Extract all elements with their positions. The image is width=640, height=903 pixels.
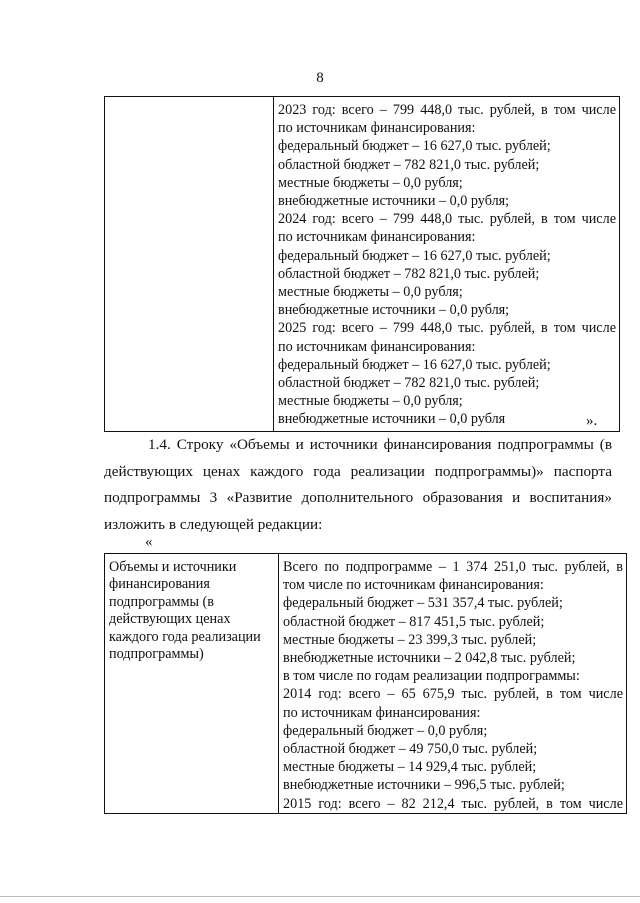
table1-line: областной бюджет – 782 821,0 тыс. рублей; <box>278 265 540 282</box>
table2-line: Всего по подпрограмме – 1 374 251,0 тыс. рублей, в <box>283 559 623 575</box>
funding-table-continued <box>104 96 620 432</box>
amendment-paragraph <box>104 432 612 538</box>
table1-line: по источникам финансирования: <box>278 338 476 355</box>
table2-left-line: действующих ценах <box>109 611 231 628</box>
table1-line: 2024 год: всего – 799 448,0 тыс. рублей, в том числе <box>278 211 616 228</box>
table1-line: местные бюджеты – 0,0 рубля; <box>278 393 463 410</box>
table2-line: по источникам финансирования: <box>283 704 481 721</box>
table2-left-line: подпрограммы (в <box>109 593 214 610</box>
table2-line: в том числе по годам реализации подпрограммы: <box>283 668 580 685</box>
table2-right-cell <box>279 554 627 814</box>
table2-line: внебюджетные источники – 2 042,8 тыс. рублей; <box>283 650 576 667</box>
table2-line: том числе по источникам финансирования: <box>283 577 544 594</box>
paragraph-line: 1.4. Строку «Объемы и источники финансирования подпрограммы (в <box>148 436 612 453</box>
table2-line: внебюджетные источники – 996,5 тыс. рублей; <box>283 777 565 794</box>
table2-line: 2015 год: всего – 82 212,4 тыс. рублей, в том числе <box>283 795 623 812</box>
table2-line: местные бюджеты – 14 929,4 тыс. рублей; <box>283 759 537 776</box>
page-bottom-edge <box>0 896 640 897</box>
table2-left-line: каждого года реализации <box>109 628 261 645</box>
table1-line: областной бюджет – 782 821,0 тыс. рублей; <box>278 156 540 173</box>
table2-line: областной бюджет – 817 451,5 тыс. рублей; <box>283 613 545 630</box>
table1-left-cell <box>105 97 274 432</box>
table2-line: местные бюджеты – 23 399,3 тыс. рублей; <box>283 631 537 648</box>
table1-line: 2025 год: всего – 799 448,0 тыс. рублей, в том числе <box>278 320 616 337</box>
table1-line: внебюджетные источники – 0,0 рубля; <box>278 302 510 319</box>
funding-table-new <box>104 553 627 814</box>
table1-line: местные бюджеты – 0,0 рубля; <box>278 284 463 301</box>
table1-line: внебюджетные источники – 0,0 рубля <box>278 411 506 428</box>
table2-left-line: подпрограммы) <box>109 646 204 663</box>
table2-line: 2014 год: всего – 65 675,9 тыс. рублей, в том числе <box>283 686 623 703</box>
table2-line: федеральный бюджет – 0,0 рубля; <box>283 722 488 739</box>
table2-line: областной бюджет – 49 750,0 тыс. рублей; <box>283 741 538 758</box>
table1-right-cell <box>274 97 620 432</box>
paragraph-line: изложить в следующей редакции: <box>104 515 323 533</box>
paragraph-line: действующих ценах каждого года реализации подпрограммы)» паспорта <box>104 462 612 480</box>
table1-line: федеральный бюджет – 16 627,0 тыс. рублей; <box>278 356 551 373</box>
opening-quote: « <box>145 534 153 550</box>
paragraph-line: подпрограммы 3 «Развитие дополнительного образования и воспитания» <box>104 489 612 506</box>
table1-line: местные бюджеты – 0,0 рубля; <box>278 174 463 191</box>
table1-line: федеральный бюджет – 16 627,0 тыс. рублей; <box>278 247 551 264</box>
table1-line: по источникам финансирования: <box>278 229 476 246</box>
table2-line: федеральный бюджет – 531 357,4 тыс. рублей; <box>283 595 563 612</box>
table1-line: внебюджетные источники – 0,0 рубля; <box>278 193 510 210</box>
closing-quote: ». <box>586 413 598 429</box>
page-number: 8 <box>316 70 324 86</box>
table2-left-line: Объемы и источники <box>109 559 237 575</box>
table1-line: по источникам финансирования: <box>278 120 476 137</box>
table1-line: 2023 год: всего – 799 448,0 тыс. рублей, в том числе <box>278 102 616 118</box>
table2-left-line: финансирования <box>109 576 210 593</box>
table1-line: областной бюджет – 782 821,0 тыс. рублей; <box>278 375 540 392</box>
table2-left-cell <box>105 554 279 814</box>
table1-line: федеральный бюджет – 16 627,0 тыс. рублей; <box>278 138 551 155</box>
